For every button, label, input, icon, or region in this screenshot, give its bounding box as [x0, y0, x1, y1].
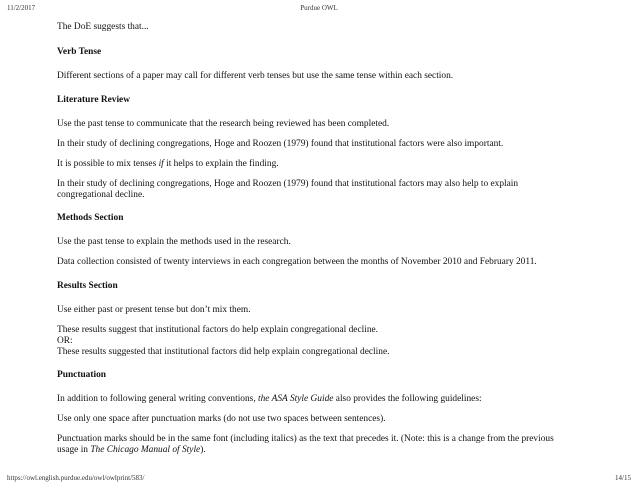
heading-verb-tense: Verb Tense	[57, 47, 102, 57]
text-run: congregational decline.	[57, 190, 145, 200]
footer-url: https://owl.english.purdue.edu/owl/owlprint/583/	[7, 474, 145, 482]
verb-tense-text: Different sections of a paper may call for different verb tenses but use the same tense within each section.	[57, 71, 454, 81]
text-run: OR:	[57, 336, 73, 346]
lit-review-text-2: In their study of declining congregations, Hoge and Roozen (1979) found that institutional factors were also important.	[57, 139, 504, 149]
text-run: These results suggest that institutional factors do help explain congregational decline.	[57, 325, 379, 335]
lit-review-text-1: Use the past tense to communicate that the research being reviewed has been completed.	[57, 119, 390, 129]
text-run: it helps to explain the finding.	[163, 159, 279, 169]
italic-text: the ASA Style Guide	[258, 394, 334, 404]
print-date: 11/2/2017	[7, 4, 36, 12]
heading-methods-section: Methods Section	[57, 213, 124, 223]
text-run: In their study of declining congregations, Hoge and Roozen (1979) found that institutional factors may also help to explain	[57, 179, 519, 189]
punctuation-text-3	[57, 434, 622, 456]
methods-text-2: Data collection consisted of twenty interviews in each congregation between the months of November 2010 and February 2011.	[57, 257, 537, 267]
doe-text: The DoE suggests that...	[57, 22, 149, 32]
page-number: 14/15	[615, 474, 631, 482]
text-run: Punctuation marks should be in the same font (including italics) as the text that precedes it. (Note: this is a change from the previous	[57, 434, 554, 444]
heading-literature-review: Literature Review	[57, 95, 130, 105]
methods-text-1: Use the past tense to explain the methods used in the research.	[57, 237, 291, 247]
text-run: also provides the following guidelines:	[333, 394, 482, 404]
text-run: It is possible to mix tenses	[57, 159, 159, 169]
text-run: usage in	[57, 445, 91, 455]
heading-results-section: Results Section	[57, 281, 118, 291]
results-text-1: Use either past or present tense but don’t mix them.	[57, 305, 251, 315]
italic-text: The Chicago Manual of Style	[90, 445, 201, 455]
punctuation-text-1	[57, 394, 622, 405]
text-run: ).	[200, 445, 206, 455]
text-run: In addition to following general writing conventions,	[57, 394, 259, 404]
results-text-2	[57, 325, 622, 358]
punctuation-text-2: Use only one space after punctuation marks (do not use two spaces between sentences).	[57, 414, 386, 424]
site-title: Purdue OWL	[300, 4, 338, 12]
lit-review-text-3	[57, 159, 622, 170]
lit-review-text-4	[57, 179, 622, 201]
text-run: These results suggested that institutional factors did help explain congregational decline.	[57, 347, 390, 357]
italic-text: if	[158, 159, 164, 169]
heading-punctuation: Punctuation	[57, 370, 106, 380]
